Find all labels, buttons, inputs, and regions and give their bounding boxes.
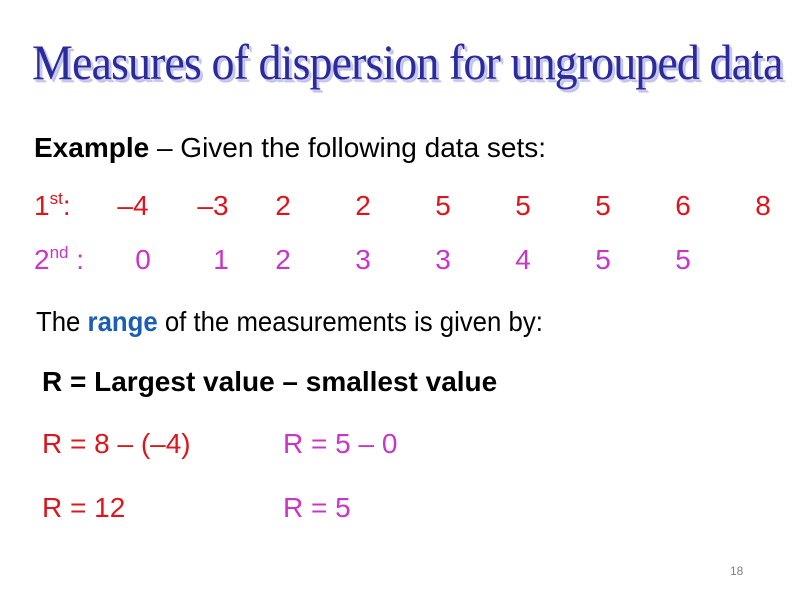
data-set-2 [34,240,794,280]
data-set-1 [34,186,794,226]
data-set-1-value: 2 [355,190,371,221]
data-set-1-value: 5 [515,190,531,221]
range-formula: R = Largest value – smallest value [42,366,498,397]
data-set-1-value: 5 [595,190,611,221]
data-set-2-value: 5 [675,244,691,275]
data-set-2-value: 1 [213,244,229,275]
range-statement: The range of the measurements is given by: [36,306,543,337]
data-set-2-value: 0 [135,244,151,275]
slide-title: Measures of dispersion for ungrouped data [32,34,783,90]
data-set-1-value: 5 [435,190,451,221]
page-number: 18 [730,564,744,578]
data-set-1-value: –4 [117,190,149,221]
data-set-2-value: 4 [515,244,531,275]
range-keyword: range [87,306,158,337]
example-description: – Given the following data sets: [149,132,547,163]
data-set-1-value: 8 [755,190,771,221]
data-set-1-value: 2 [275,190,291,221]
data-set-2-value: 5 [595,244,611,275]
example-label: Example [34,132,150,163]
data-set-1-value: –3 [197,190,229,221]
data-set-2-label: 2nd : [34,243,85,275]
data-set-2-value: 3 [435,244,451,275]
data-set-2-value: 3 [355,244,371,275]
data-set-2-value: 2 [275,244,291,275]
calc-set-2-result: R = 5 [283,492,351,523]
calc-set-1-step: R = 8 – (–4) [42,428,191,459]
calc-set-2-step: R = 5 – 0 [283,428,398,459]
data-set-1-label: 1st: [34,189,71,221]
data-set-1-value: 6 [675,190,691,221]
calc-set-1-result: R = 12 [42,492,126,523]
example-intro [34,130,546,166]
